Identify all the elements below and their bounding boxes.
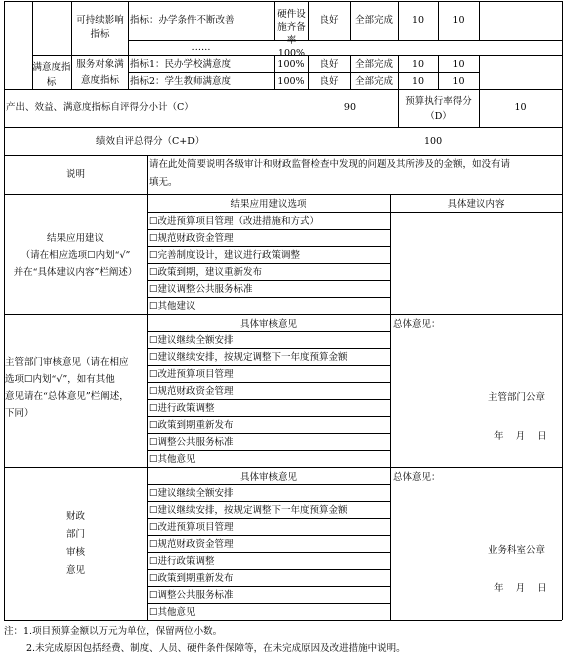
supervisor-date: 年 月 日 <box>494 431 547 442</box>
result-option[interactable]: ☐政策到期，建议重新发布 <box>149 267 263 278</box>
finance-option[interactable]: ☐改进预算项目管理 <box>149 522 234 533</box>
finance-opinions-header: 具体审核意见 <box>239 472 297 483</box>
column-divider <box>479 55 480 127</box>
note-text: 填无。 <box>149 177 178 188</box>
note-text: 请在此处简要说明各级审计和财政监督检查中发现的问题及其所涉及的金额，如没有请 <box>149 159 511 170</box>
row-divider <box>147 416 390 417</box>
row-divider <box>147 331 390 332</box>
finance-option[interactable]: ☐规范财政资金管理 <box>149 539 234 550</box>
finance-option[interactable]: ☐其他意见 <box>149 607 196 618</box>
result-option[interactable]: ☐规范财政资金管理 <box>149 233 234 244</box>
sat1-indicator-name: 指标1：民办学校满意度 <box>130 59 232 70</box>
sat2-weight: 10 <box>411 76 425 87</box>
row-divider <box>4 194 562 195</box>
row-divider <box>147 229 390 230</box>
effect-indicator-type: 可持续影响指标 <box>76 15 124 40</box>
row-divider <box>147 501 390 502</box>
subtotal-label: 产出、效益、满意度指标自评得分小计（C） <box>6 102 194 113</box>
result-option[interactable]: ☐建议调整公共服务标准 <box>149 284 253 295</box>
supervisor-section-label: 意见请在“总体意见”栏阐述， <box>5 391 129 402</box>
row-divider <box>147 280 390 281</box>
finance-section-label: 部门 <box>65 529 85 540</box>
row-divider <box>147 246 390 247</box>
result-content-header: 具体建议内容 <box>447 199 505 210</box>
effect-completion: 全部完成 <box>354 15 393 26</box>
finance-overall-label: 总体意见： <box>393 472 441 483</box>
result-options-header: 结果应用建议选项 <box>230 199 307 210</box>
effect-actual: 良好 <box>319 15 339 26</box>
supervisor-overall-label: 总体意见： <box>393 319 441 330</box>
supervisor-option[interactable]: ☐规范财政资金管理 <box>149 386 234 397</box>
row-divider <box>147 382 390 383</box>
column-divider <box>147 155 148 620</box>
column-divider <box>390 194 391 620</box>
row-divider <box>147 603 390 604</box>
row-divider <box>4 620 562 621</box>
result-option[interactable]: ☐其他建议 <box>149 301 196 312</box>
footnote: 注：1.项目预算金额以万元为单位，保留两位小数。 <box>4 626 223 637</box>
row-divider <box>147 484 390 485</box>
effect-score: 10 <box>452 15 465 26</box>
finance-seal: 业务科室公章 <box>488 545 546 556</box>
sat1-actual: 良好 <box>319 59 339 70</box>
result-section-label: （请在相应选项☐内划“√” <box>20 250 131 261</box>
satisfaction-indicator-type: 服务对象满意度指标 <box>76 59 124 86</box>
budget-execution-value: 10 <box>514 102 527 113</box>
result-section-label: 并在“具体建议内容”栏阐述） <box>13 267 138 278</box>
ellipsis-row: …… <box>191 42 211 53</box>
budget-execution-label: 预算执行率得分（D） <box>405 96 472 122</box>
row-divider <box>147 348 390 349</box>
row-divider <box>128 72 479 73</box>
row-divider <box>147 569 390 570</box>
row-divider <box>147 586 390 587</box>
finance-section-label: 财政 <box>65 511 85 522</box>
row-divider <box>147 263 390 264</box>
row-divider <box>4 155 562 156</box>
finance-section-label: 意见 <box>65 565 85 576</box>
effect-indicator-name: 指标：办学条件不断改善 <box>130 15 235 26</box>
sat1-score: 10 <box>452 59 465 70</box>
satisfaction-category: 满意度指标 <box>32 62 71 88</box>
sat2-target: 100% <box>277 76 305 87</box>
finance-date: 年 月 日 <box>494 583 547 594</box>
supervisor-opinions-header: 具体审核意见 <box>239 319 297 330</box>
supervisor-option[interactable]: ☐改进预算项目管理 <box>149 369 234 380</box>
supervisor-option[interactable]: ☐建议继续安排，按规定调整下一年度预算金额 <box>149 352 348 363</box>
supervisor-seal: 主管部门公章 <box>488 392 546 403</box>
effect-weight: 10 <box>411 15 425 26</box>
row-divider <box>147 433 390 434</box>
finance-section-label: 审核 <box>65 547 85 558</box>
finance-option[interactable]: ☐调整公共服务标准 <box>149 590 234 601</box>
effect-target: 硬件设施齐备率100% <box>277 9 306 59</box>
sat2-indicator-name: 指标2：学生教师满意度 <box>130 76 232 87</box>
row-divider <box>147 399 390 400</box>
supervisor-option[interactable]: ☐建议继续全额安排 <box>149 335 234 346</box>
row-divider <box>4 127 562 128</box>
row-divider <box>147 212 562 213</box>
result-option[interactable]: ☐完善制度设计，建议进行政策调整 <box>149 250 301 261</box>
result-section-label: 结果应用建议 <box>46 233 104 244</box>
finance-option[interactable]: ☐进行政策调整 <box>149 556 215 567</box>
row-divider <box>4 467 562 468</box>
sat1-target: 100% <box>277 59 305 70</box>
footnote: 2.未完成原因包括经费、制度、人员、硬件条件保障等，在未完成原因及改进措施中说明。 <box>26 643 406 654</box>
sat1-weight: 10 <box>411 59 425 70</box>
finance-option[interactable]: ☐建议继续全额安排 <box>149 488 234 499</box>
row-divider <box>147 450 390 451</box>
note-label: 说明 <box>65 169 85 180</box>
row-divider <box>147 365 390 366</box>
supervisor-option[interactable]: ☐其他意见 <box>149 454 196 465</box>
supervisor-option[interactable]: ☐进行政策调整 <box>149 403 215 414</box>
row-divider <box>4 314 562 315</box>
row-divider <box>147 552 390 553</box>
supervisor-option[interactable]: ☐政策到期重新发布 <box>149 420 234 431</box>
sat1-completion: 全部完成 <box>354 59 393 70</box>
row-divider <box>147 518 390 519</box>
column-divider <box>479 1 480 40</box>
supervisor-option[interactable]: ☐调整公共服务标准 <box>149 437 234 448</box>
column-divider <box>562 1 563 620</box>
sat2-completion: 全部完成 <box>354 76 393 87</box>
finance-option[interactable]: ☐建议继续安排，按规定调整下一年度预算金额 <box>149 505 348 516</box>
supervisor-section-label: 选项☐内划“√”，如有其他 <box>5 374 115 385</box>
supervisor-section-label: 主管部门审核意见（请在相应 <box>5 357 129 368</box>
supervisor-section-label: 下同） <box>5 408 34 419</box>
row-divider <box>147 297 390 298</box>
total-score-value: 100 <box>424 136 443 147</box>
result-option[interactable]: ☐改进预算项目管理（改进措施和方式） <box>149 216 320 227</box>
sat2-score: 10 <box>452 76 465 87</box>
subtotal-value: 90 <box>343 102 356 113</box>
row-divider <box>147 535 390 536</box>
total-score-label: 绩效自评总得分（C+D） <box>96 136 205 147</box>
finance-option[interactable]: ☐政策到期重新发布 <box>149 573 234 584</box>
sat2-actual: 良好 <box>319 76 339 87</box>
